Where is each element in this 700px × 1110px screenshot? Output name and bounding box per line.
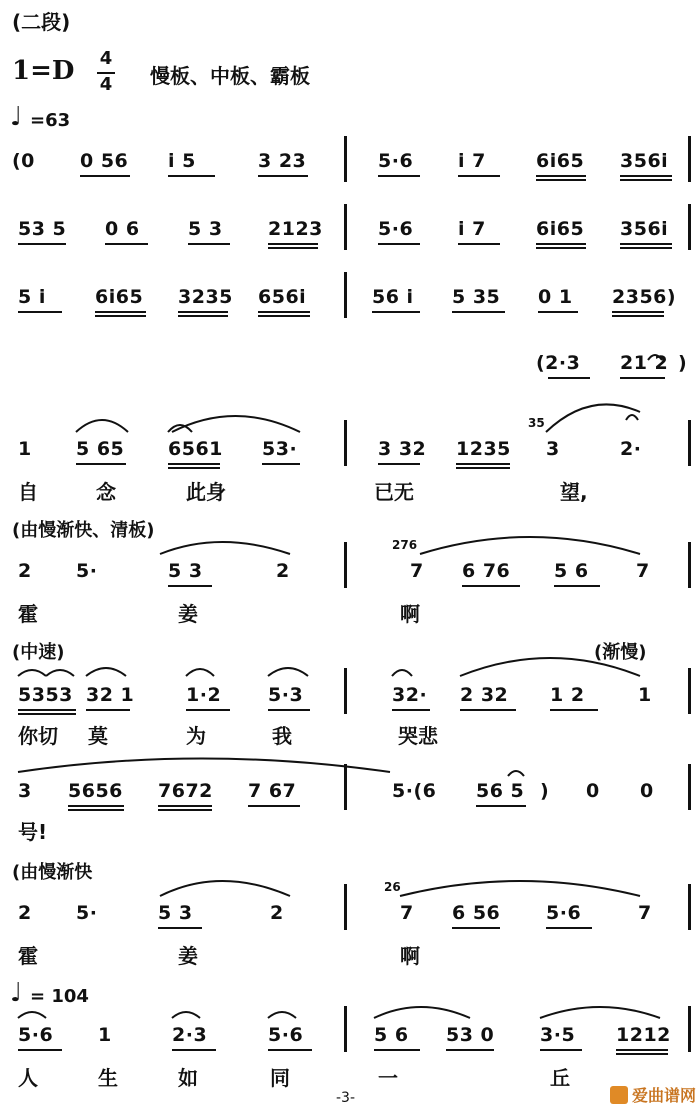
note-group: 3 <box>18 780 32 802</box>
page-number: -3- <box>336 1090 356 1106</box>
note-group: 5·6 <box>18 1024 54 1046</box>
expression-marking: (中速) <box>12 642 65 663</box>
note-group: (0 <box>12 150 35 172</box>
note-group: 53 0 <box>446 1024 495 1046</box>
lyric: 啊 <box>400 602 420 626</box>
note-group: 1 <box>98 1024 112 1046</box>
note-group: 5 35 <box>452 286 501 308</box>
note-group: 6i65 <box>95 286 144 308</box>
note-group: 5656 <box>68 780 123 802</box>
note-group: 53 5 <box>18 218 67 240</box>
note-group: 2 <box>18 560 32 582</box>
note-group: 6561 <box>168 438 223 460</box>
note-group: 2 32 <box>460 684 509 706</box>
note-group: 7 <box>400 902 414 924</box>
note-group: 5·6 <box>546 902 582 924</box>
note-group: 7 <box>636 560 650 582</box>
expression-marking: (由慢渐快、清板) <box>12 520 155 541</box>
note-group: 1 <box>18 438 32 460</box>
note-group: 656i <box>258 286 307 308</box>
note-group: 5 3 <box>158 902 193 924</box>
lyric: 如 <box>178 1066 198 1090</box>
note-group: 7 67 <box>248 780 297 802</box>
note-group: 5·3 <box>268 684 304 706</box>
note-group: 3 32 <box>378 438 427 460</box>
note-group: 3 23 <box>258 150 307 172</box>
note-group: 53· <box>262 438 298 460</box>
lyric: 已无 <box>374 480 414 504</box>
key-signature: 1=D <box>12 56 75 86</box>
note-group: 32 1 <box>86 684 135 706</box>
note-group: 2·3 <box>172 1024 208 1046</box>
tempo-description: 慢板、中板、霸板 <box>150 64 310 88</box>
note-group: 3235 <box>178 286 233 308</box>
note-group: i 7 <box>458 218 486 240</box>
note-group: 356i <box>620 150 669 172</box>
note-group: 5·(6 <box>392 780 437 802</box>
tempo-marking-104: = 104 <box>30 986 89 1007</box>
lyric: 号! <box>18 820 48 844</box>
note-group: 5·6 <box>378 150 414 172</box>
note-group: 56 i <box>372 286 414 308</box>
note-group: i 5 <box>168 150 196 172</box>
note-group: 5353 <box>18 684 73 706</box>
lyric: 啊 <box>400 944 420 968</box>
lyric: 生 <box>98 1066 118 1090</box>
note-group: 6 76 <box>462 560 511 582</box>
expression-marking: (渐慢) <box>594 642 647 663</box>
note-group: 5·6 <box>378 218 414 240</box>
lyric: 人 <box>18 1066 38 1090</box>
watermark-text: 爱曲谱网 <box>631 1086 696 1105</box>
lyric: 一 <box>378 1066 398 1090</box>
note-group: 356i <box>620 218 669 240</box>
note-group: 3 <box>546 438 560 460</box>
note-group: 7 <box>410 560 424 582</box>
note-group: 6i65 <box>536 150 585 172</box>
lyric: 为 <box>186 724 206 748</box>
lyric: 你切 <box>18 724 58 748</box>
lyric: 我 <box>272 724 292 748</box>
lyric: 莫 <box>88 724 108 748</box>
note-group: 56 5 <box>476 780 525 802</box>
note-group: ) <box>540 780 550 802</box>
lyric: 哭悲 <box>398 724 438 748</box>
time-signature-bottom: 4 <box>99 74 113 95</box>
note-group: 6i65 <box>536 218 585 240</box>
note-group: 1235 <box>456 438 511 460</box>
note-group: 5 65 <box>76 438 125 460</box>
note-group: 5· <box>76 902 98 924</box>
note-group: ) <box>678 352 688 374</box>
note-group: 6 56 <box>452 902 501 924</box>
note-group: 7672 <box>158 780 213 802</box>
lyric: 霍 <box>18 944 38 968</box>
lyric: 念 <box>96 480 116 504</box>
note-group: 32· <box>392 684 428 706</box>
note-group: 0 1 <box>538 286 573 308</box>
note-group: 2· <box>620 438 642 460</box>
note-group: 5 6 <box>374 1024 409 1046</box>
quarter-note-icon: ♩ <box>10 978 23 1008</box>
lyric: 望, <box>560 480 588 504</box>
note-group: 2 <box>18 902 32 924</box>
grace-note: 35 <box>528 416 545 430</box>
grace-note: 26 <box>384 880 401 894</box>
time-signature-top: 4 <box>99 48 113 69</box>
lyric: 此身 <box>186 480 226 504</box>
lyric: 姜 <box>178 944 198 968</box>
lyric: 丘 <box>550 1066 570 1090</box>
music-note-icon <box>610 1086 628 1104</box>
quarter-note-icon: ♩ <box>10 102 23 132</box>
section-title: (二段) <box>12 10 71 34</box>
note-group: i 7 <box>458 150 486 172</box>
lyric: 同 <box>270 1066 290 1090</box>
lyric: 自 <box>18 480 38 504</box>
note-group: 0 <box>640 780 654 802</box>
note-group: 5 3 <box>168 560 203 582</box>
note-group: 1·2 <box>186 684 222 706</box>
note-group: 21 2 <box>620 352 669 374</box>
note-group: 2 <box>276 560 290 582</box>
note-group: (2·3 <box>536 352 581 374</box>
note-group: 5·6 <box>268 1024 304 1046</box>
lyric: 姜 <box>178 602 198 626</box>
tempo-marking-63: =63 <box>30 110 71 131</box>
note-group: 5 6 <box>554 560 589 582</box>
note-group: 3·5 <box>540 1024 576 1046</box>
grace-note: 276 <box>392 538 418 552</box>
expression-marking: (由慢渐快 <box>12 862 93 883</box>
note-group: 0 56 <box>80 150 129 172</box>
note-group: 2123 <box>268 218 323 240</box>
note-group: 5· <box>76 560 98 582</box>
watermark-logo <box>610 1083 696 1106</box>
note-group: 1 2 <box>550 684 585 706</box>
note-group: 0 6 <box>105 218 140 240</box>
note-group: 7 <box>638 902 652 924</box>
lyric: 霍 <box>18 602 38 626</box>
note-group: 1 <box>638 684 652 706</box>
note-group: 5 3 <box>188 218 223 240</box>
note-group: 1212 <box>616 1024 671 1046</box>
note-group: 2 <box>270 902 284 924</box>
note-group: 5 i <box>18 286 46 308</box>
note-group: 0 <box>586 780 600 802</box>
note-group: 2356) <box>612 286 677 308</box>
